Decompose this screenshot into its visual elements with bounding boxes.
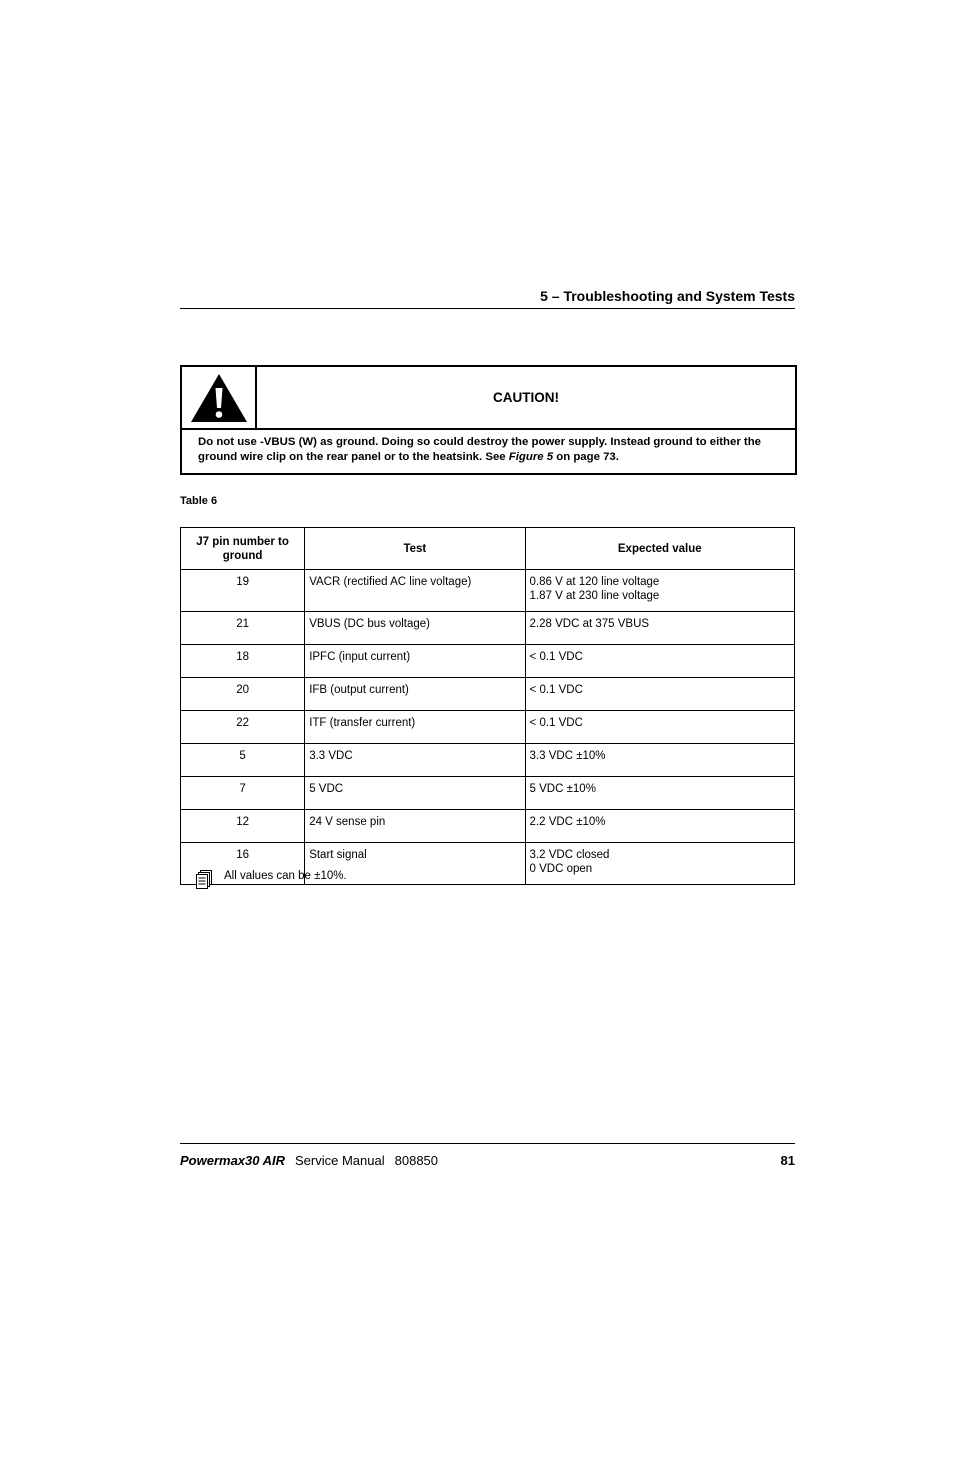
table-row <box>181 612 795 645</box>
pin-cell: 21 <box>181 612 305 645</box>
expected-cell: 5 VDC ±10% <box>525 777 794 810</box>
pin-cell: 19 <box>181 570 305 612</box>
column-header-expected: Expected value <box>525 528 794 570</box>
figure-reference: Figure 5 <box>508 450 554 463</box>
caution-text-part2: on page 73. <box>553 450 619 463</box>
table-caption: Table 6 <box>180 495 218 507</box>
page-number: 81 <box>780 1153 795 1168</box>
table-row <box>181 570 795 612</box>
expected-cell: < 0.1 VDC <box>525 645 794 678</box>
note-text: All values can be ±10%. <box>224 870 347 882</box>
pin-cell: 7 <box>181 777 305 810</box>
expected-cell <box>525 843 794 885</box>
table-row <box>181 678 795 711</box>
caution-message <box>198 435 783 464</box>
warning-triangle-icon <box>189 372 249 424</box>
pin-cell: 20 <box>181 678 305 711</box>
table-row <box>181 744 795 777</box>
expected-cell: 2.28 VDC at 375 VBUS <box>525 612 794 645</box>
caution-box <box>180 365 797 475</box>
pin-cell: 22 <box>181 711 305 744</box>
table-row <box>181 645 795 678</box>
expected-cell: 3.3 VDC ±10% <box>525 744 794 777</box>
pin-cell: 18 <box>181 645 305 678</box>
test-cell: IFB (output current) <box>305 678 525 711</box>
expected-line: 1.87 V at 230 line voltage <box>529 590 660 602</box>
page-footer <box>180 1153 795 1168</box>
expected-line: 0.86 V at 120 line voltage <box>529 576 660 588</box>
footer-product-name: Powermax30 AIR <box>180 1153 286 1168</box>
caution-text-part1: Do not use -VBUS (W) as ground. Doing so could destroy the power supply. Instead ground to either the ground wire clip on the rear panel or to the heatsink. See <box>198 436 762 463</box>
column-header-test: Test <box>305 528 525 570</box>
table-header-row <box>181 528 795 570</box>
caution-icon-cell <box>182 367 257 428</box>
note-icon <box>195 870 213 890</box>
test-cell: ITF (transfer current) <box>305 711 525 744</box>
test-values-table <box>180 527 795 885</box>
pin-cell: 5 <box>181 744 305 777</box>
table-row <box>181 777 795 810</box>
footer-manual-title: Service Manual <box>295 1153 385 1168</box>
expected-cell: < 0.1 VDC <box>525 711 794 744</box>
caution-divider <box>182 428 795 430</box>
expected-cell <box>525 570 794 612</box>
header-divider <box>180 308 795 309</box>
test-cell: Start signal <box>305 843 525 885</box>
pin-cell: 16 <box>181 843 305 885</box>
pin-cell: 12 <box>181 810 305 843</box>
footer-part-number: 808850 <box>394 1153 439 1168</box>
section-header-title: 5 – Troubleshooting and System Tests <box>540 288 795 304</box>
caution-title: CAUTION! <box>493 390 559 405</box>
expected-cell: < 0.1 VDC <box>525 678 794 711</box>
expected-cell: 2.2 VDC ±10% <box>525 810 794 843</box>
test-cell: 3.3 VDC <box>305 744 525 777</box>
expected-line: 0 VDC open <box>529 863 593 875</box>
test-cell: VBUS (DC bus voltage) <box>305 612 525 645</box>
footer-divider <box>180 1143 795 1144</box>
test-cell: 24 V sense pin <box>305 810 525 843</box>
test-cell: 5 VDC <box>305 777 525 810</box>
column-header-pin: J7 pin number to ground <box>181 528 305 570</box>
table-row <box>181 810 795 843</box>
test-cell: VACR (rectified AC line voltage) <box>305 570 525 612</box>
table-row <box>181 711 795 744</box>
test-cell: IPFC (input current) <box>305 645 525 678</box>
expected-line: 3.2 VDC closed <box>529 849 610 861</box>
